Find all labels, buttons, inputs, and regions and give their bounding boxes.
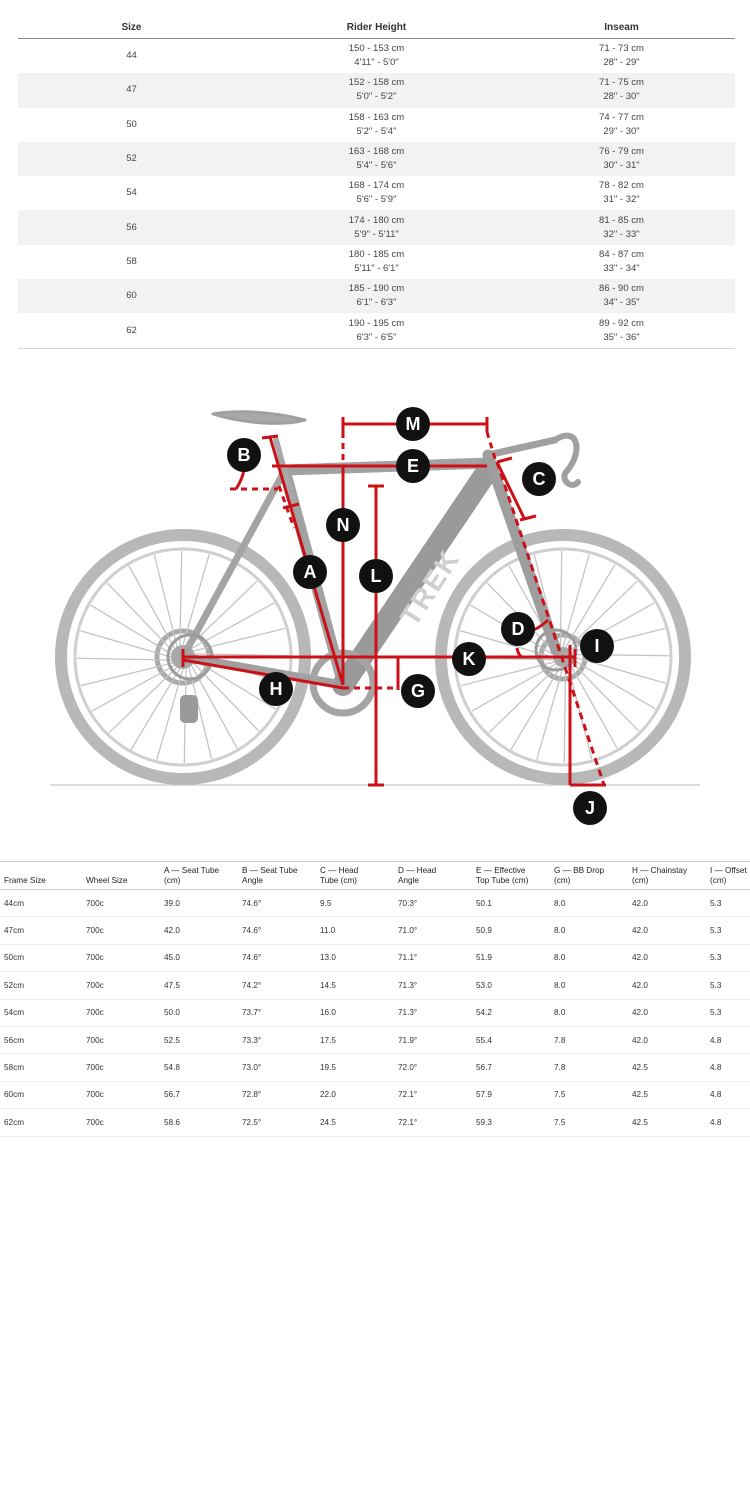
size-cell: 58 xyxy=(126,255,137,267)
marker-e xyxy=(396,449,430,483)
svg-text:K: K xyxy=(462,649,476,669)
header-size: Size xyxy=(18,16,245,39)
geometry-cell: 42.0 xyxy=(628,944,706,971)
svg-text:A: A xyxy=(303,562,317,582)
geometry-cell: 5.3 xyxy=(706,972,750,999)
geometry-cell: 5.3 xyxy=(706,917,750,944)
size-chart-row xyxy=(18,245,735,279)
geometry-header-cell: D — Head Angle xyxy=(394,862,472,890)
marker-i xyxy=(580,629,614,663)
geometry-cell: 4.8 xyxy=(706,1081,750,1108)
size-chart-row xyxy=(18,73,735,107)
marker-n xyxy=(326,508,360,542)
rider-height-cell: 174 - 180 cm 5'9" - 5'11" xyxy=(245,210,508,244)
geometry-cell: 52cm xyxy=(0,972,82,999)
geometry-cell: 59.3 xyxy=(472,1109,550,1136)
size-cell: 56 xyxy=(18,210,245,244)
inseam-cell: 74 - 77 cm 29" - 30" xyxy=(599,111,644,137)
rider-height-cell: 180 - 185 cm 5'11" - 6'1" xyxy=(348,248,405,274)
size-chart-table xyxy=(18,16,735,349)
marker-d xyxy=(501,612,535,646)
geometry-cell: 56.7 xyxy=(472,1054,550,1081)
geometry-cell: 74.6° xyxy=(238,944,316,971)
geometry-cell: 5.3 xyxy=(706,890,750,917)
geometry-cell: 5.3 xyxy=(706,999,750,1026)
geometry-cell: 42.0 xyxy=(628,917,706,944)
rider-height-cell: 190 - 195 cm 6'3" - 6'5" xyxy=(245,313,508,348)
geometry-cell: 9.5 xyxy=(316,890,394,917)
frame-logo: TREK xyxy=(394,543,466,632)
geometry-cell: 71.0° xyxy=(394,917,472,944)
geometry-cell: 17.5 xyxy=(316,1026,394,1053)
geometry-row xyxy=(0,1026,750,1053)
geometry-cell: 7.8 xyxy=(550,1026,628,1053)
rider-height-cell: 168 - 174 cm 5'6" - 5'9" xyxy=(348,180,405,206)
geometry-cell: 24.5 xyxy=(316,1109,394,1136)
inseam-cell: 89 - 92 cm 35" - 36" xyxy=(508,313,735,348)
size-chart-row xyxy=(18,279,735,313)
geometry-cell: 50.1 xyxy=(472,890,550,917)
geometry-cell: 44cm xyxy=(0,890,82,917)
size-cell: 44 xyxy=(126,50,137,62)
svg-text:H: H xyxy=(269,679,283,699)
size-chart-row xyxy=(18,313,735,348)
geometry-cell: 72.8° xyxy=(238,1081,316,1108)
geometry-cell: 53.0 xyxy=(472,972,550,999)
svg-text:G: G xyxy=(410,681,426,701)
geometry-cell: 58.6 xyxy=(160,1109,238,1136)
rider-height-cell: 150 - 153 cm 4'11" - 5'0" xyxy=(348,43,405,69)
marker-k xyxy=(452,642,486,676)
geometry-header-cell: H — Chainstay (cm) xyxy=(628,862,706,890)
geometry-header-cell: E — Effective Top Tube (cm) xyxy=(472,862,550,890)
inseam-cell: 71 - 73 cm 28" - 29" xyxy=(599,43,644,69)
geometry-header-cell: Wheel Size xyxy=(82,862,160,890)
geometry-cell: 4.8 xyxy=(706,1054,750,1081)
geometry-row xyxy=(0,1081,750,1108)
geometry-row xyxy=(0,999,750,1026)
geometry-cell: 700c xyxy=(82,1081,160,1108)
size-chart-row xyxy=(18,210,735,244)
geometry-cell: 7.8 xyxy=(550,1054,628,1081)
inseam-cell: 81 - 85 cm 32" - 33" xyxy=(508,210,735,244)
svg-text:C: C xyxy=(532,469,546,489)
rider-height-cell: 152 - 158 cm 5'0" - 5'2" xyxy=(245,73,508,107)
geometry-cell: 8.0 xyxy=(550,944,628,971)
marker-b xyxy=(227,438,261,472)
geometry-header-cell: G — BB Drop (cm) xyxy=(550,862,628,890)
svg-text:D: D xyxy=(511,619,525,639)
svg-text:B: B xyxy=(237,445,251,465)
marker-a xyxy=(293,555,327,589)
size-chart-row xyxy=(18,142,735,176)
geometry-header xyxy=(0,862,750,890)
svg-text:J: J xyxy=(584,798,596,818)
marker-c xyxy=(522,462,556,496)
geometry-cell: 70.3° xyxy=(394,890,472,917)
svg-text:L: L xyxy=(370,566,382,586)
geometry-row xyxy=(0,944,750,971)
geometry-cell: 13.0 xyxy=(316,944,394,971)
geometry-cell: 62cm xyxy=(0,1109,82,1136)
geometry-cell: 8.0 xyxy=(550,890,628,917)
geometry-header-cell: A — Seat Tube (cm) xyxy=(160,862,238,890)
marker-l xyxy=(359,559,393,593)
geometry-cell: 47.5 xyxy=(160,972,238,999)
geometry-cell: 74.6° xyxy=(238,917,316,944)
geometry-cell: 700c xyxy=(82,1026,160,1053)
geometry-cell: 54.2 xyxy=(472,999,550,1026)
geometry-cell: 54.8 xyxy=(160,1054,238,1081)
geometry-cell: 5.3 xyxy=(706,944,750,971)
geometry-header-cell: B — Seat Tube Angle xyxy=(238,862,316,890)
geometry-cell: 19.5 xyxy=(316,1054,394,1081)
geometry-row xyxy=(0,1054,750,1081)
geometry-cell: 72.1° xyxy=(394,1081,472,1108)
geometry-row xyxy=(0,972,750,999)
svg-text:E: E xyxy=(406,456,420,476)
rider-height-cell: 185 - 190 cm 6'1" - 6'3" xyxy=(245,279,508,313)
rider-height-cell: 158 - 163 cm 5'2" - 5'4" xyxy=(348,111,405,137)
inseam-cell: 84 - 87 cm 33" - 34" xyxy=(599,248,644,274)
geometry-cell: 700c xyxy=(82,999,160,1026)
geometry-cell: 50.0 xyxy=(160,999,238,1026)
geometry-header-cell: C — Head Tube (cm) xyxy=(316,862,394,890)
marker-h xyxy=(259,672,293,706)
inseam-cell: 86 - 90 cm 34" - 35" xyxy=(508,279,735,313)
geometry-cell: 8.0 xyxy=(550,917,628,944)
geometry-cell: 58cm xyxy=(0,1054,82,1081)
geometry-cell: 71.3° xyxy=(394,999,472,1026)
header-inseam: Inseam xyxy=(508,16,735,39)
geometry-cell: 42.5 xyxy=(628,1081,706,1108)
geometry-cell: 56cm xyxy=(0,1026,82,1053)
size-chart-row xyxy=(18,39,735,74)
geometry-cell: 16.0 xyxy=(316,999,394,1026)
svg-text:M: M xyxy=(405,414,421,434)
geometry-cell: 42.0 xyxy=(628,1026,706,1053)
geometry-cell: 72.1° xyxy=(394,1109,472,1136)
svg-text:I: I xyxy=(594,636,600,656)
size-chart-header xyxy=(18,16,735,39)
geometry-cell: 50cm xyxy=(0,944,82,971)
geometry-header-cell: Frame Size xyxy=(0,862,82,890)
geometry-cell: 42.5 xyxy=(628,1054,706,1081)
marker-j xyxy=(573,791,607,825)
geometry-cell: 74.6° xyxy=(238,890,316,917)
geometry-cell: 42.0 xyxy=(160,917,238,944)
svg-text:N: N xyxy=(336,515,350,535)
geometry-cell: 700c xyxy=(82,944,160,971)
marker-g xyxy=(401,674,435,708)
geometry-cell: 71.3° xyxy=(394,972,472,999)
geometry-table xyxy=(0,861,750,1137)
size-cell: 47 xyxy=(18,73,245,107)
geometry-cell: 4.8 xyxy=(706,1026,750,1053)
geometry-cell: 72.5° xyxy=(238,1109,316,1136)
size-cell: 62 xyxy=(18,313,245,348)
rider-height-cell: 163 - 168 cm 5'4" - 5'6" xyxy=(245,142,508,176)
geometry-cell: 7.5 xyxy=(550,1081,628,1108)
size-chart-row xyxy=(18,176,735,210)
geometry-cell: 11.0 xyxy=(316,917,394,944)
geometry-cell: 73.3° xyxy=(238,1026,316,1053)
inseam-cell: 78 - 82 cm 31" - 32" xyxy=(599,180,644,206)
geometry-cell: 73.0° xyxy=(238,1054,316,1081)
geometry-row xyxy=(0,1109,750,1136)
geometry-cell: 60cm xyxy=(0,1081,82,1108)
geometry-cell: 56.7 xyxy=(160,1081,238,1108)
size-chart-row xyxy=(18,108,735,142)
geometry-cell: 73.7° xyxy=(238,999,316,1026)
geometry-cell: 700c xyxy=(82,890,160,917)
size-cell: 60 xyxy=(18,279,245,313)
geometry-row xyxy=(0,890,750,917)
inseam-cell: 76 - 79 cm 30" - 31" xyxy=(508,142,735,176)
geometry-cell: 42.0 xyxy=(628,972,706,999)
geometry-cell: 8.0 xyxy=(550,999,628,1026)
geometry-cell: 71.1° xyxy=(394,944,472,971)
geometry-cell: 51.9 xyxy=(472,944,550,971)
geometry-cell: 72.0° xyxy=(394,1054,472,1081)
geometry-cell: 14.5 xyxy=(316,972,394,999)
geometry-cell: 50.9 xyxy=(472,917,550,944)
geometry-cell: 700c xyxy=(82,972,160,999)
inseam-cell: 71 - 75 cm 28" - 30" xyxy=(508,73,735,107)
geometry-cell: 700c xyxy=(82,917,160,944)
bike-geometry-diagram xyxy=(0,395,750,835)
geometry-cell: 55.4 xyxy=(472,1026,550,1053)
size-cell: 50 xyxy=(126,118,137,130)
geometry-cell: 71.9° xyxy=(394,1026,472,1053)
size-cell: 52 xyxy=(18,142,245,176)
geometry-cell: 42.0 xyxy=(628,999,706,1026)
geometry-row xyxy=(0,917,750,944)
geometry-cell: 22.0 xyxy=(316,1081,394,1108)
geometry-cell: 7.5 xyxy=(550,1109,628,1136)
geometry-cell: 39.0 xyxy=(160,890,238,917)
geometry-cell: 8.0 xyxy=(550,972,628,999)
geometry-cell: 42.5 xyxy=(628,1109,706,1136)
geometry-cell: 47cm xyxy=(0,917,82,944)
geometry-cell: 4.8 xyxy=(706,1109,750,1136)
geometry-cell: 42.0 xyxy=(628,890,706,917)
geometry-cell: 700c xyxy=(82,1109,160,1136)
geometry-cell: 700c xyxy=(82,1054,160,1081)
geometry-cell: 74.2° xyxy=(238,972,316,999)
geometry-cell: 52.5 xyxy=(160,1026,238,1053)
size-cell: 54 xyxy=(126,187,137,199)
geometry-cell: 54cm xyxy=(0,999,82,1026)
geometry-cell: 57.9 xyxy=(472,1081,550,1108)
header-rider-height: Rider Height xyxy=(245,16,508,39)
geometry-cell: 45.0 xyxy=(160,944,238,971)
marker-m xyxy=(396,407,430,441)
geometry-header-cell: I — Offset (cm) xyxy=(706,862,750,890)
